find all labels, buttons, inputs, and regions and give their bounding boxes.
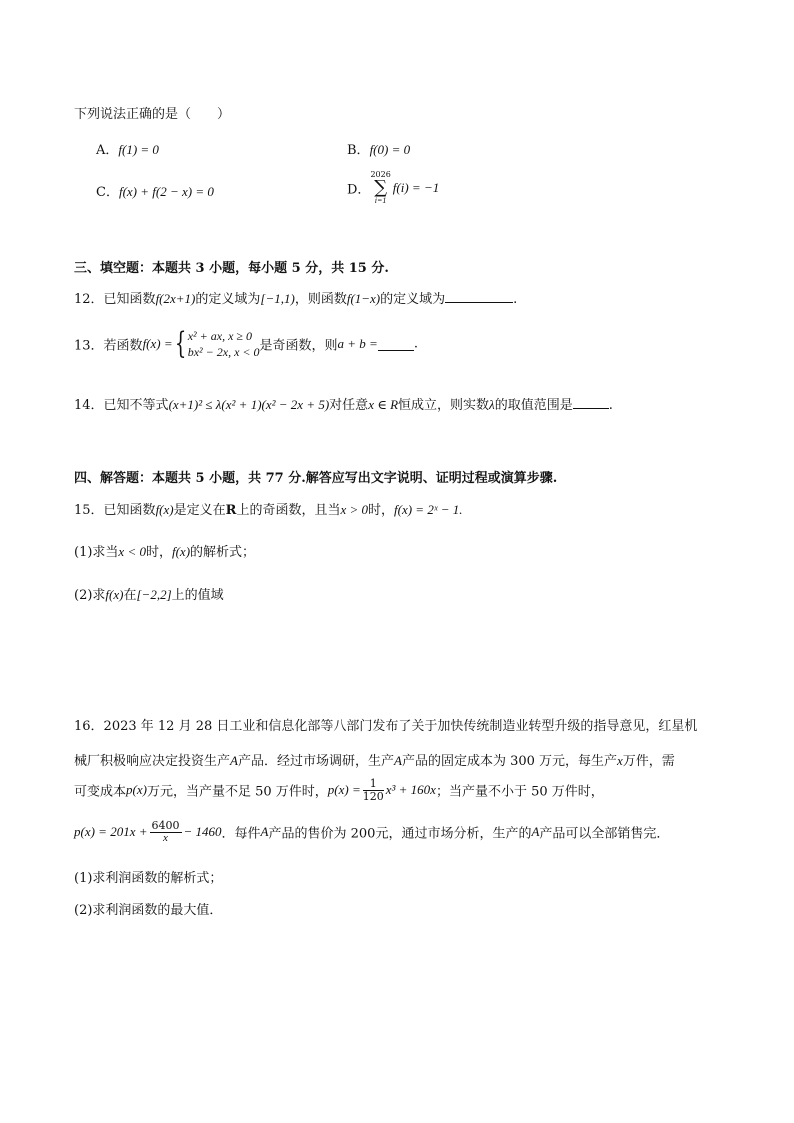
question-16-line-4: p(x) = 201x + $\frac{6400}{x}$ − 1460．每件A产品的售价为 200元，通过市场分析，生产的A产品可以全部销售完．	[74, 819, 670, 844]
fraction-6400-over-x: $\frac{6400}{x}$	[151, 819, 180, 844]
question-15-part-1: (1)求当x < 0时，f(x)的解析式；	[74, 544, 256, 560]
question-14: 14．已知不等式(x+1)² ≤ λ(x² + 1)(x² − 2x + 5)对任意x ∈ R恒成立，则实数λ的取值范围是 .	[74, 397, 613, 413]
question-prompt: 下列说法正确的是（ ）	[74, 107, 231, 122]
option-d[interactable]: D． 2026 ∑ i=1 f(i) = −1	[347, 170, 440, 205]
section-heading-fill-in: 三、填空题：本题共 3 小题，每小题 5 分，共 15 分.	[74, 261, 389, 276]
question-16-line-2: 械厂积极响应决定投资生产A产品．经过市场调研，生产A产品的固定成本为 300 万元，每生产x万件，需	[74, 753, 675, 769]
question-13: 13．若函数f(x) ={ x² + ax, x ≥ 0 bx² − 2x, x < 0 是奇函数，则a + b = .	[74, 326, 418, 362]
option-c[interactable]: C．f(x) + f(2 − x) = 0	[96, 184, 214, 200]
answer-blank-14[interactable]	[573, 396, 609, 409]
fraction-1-over-120: $\frac{1}{120}$	[362, 777, 384, 803]
question-16-part-2: (2)求利润函数的最大值．	[74, 903, 223, 918]
answer-blank-13[interactable]	[378, 338, 414, 351]
question-16-line-3: 可变成本p(x)万元，当产量不足 50 万件时，p(x) = $\frac{1}{120}$ x³ + 160x；当产量不小于 50 万件时，	[74, 777, 604, 803]
answer-blank-12[interactable]	[445, 290, 513, 303]
option-a[interactable]: A．f(1) = 0	[96, 142, 159, 158]
question-12: 12．已知函数f(2x+1)的定义域为[−1,1)，则函数f(1−x)的定义域为 .	[74, 291, 518, 307]
question-15: 15．已知函数f(x)是定义在R上的奇函数，且当x > 0时，f(x) = 2ˣ − 1.	[74, 502, 463, 518]
section-heading-solutions: 四、解答题：本题共 5 小题，共 77 分.解答应写出文字说明、证明过程或演算步骤.	[74, 471, 558, 486]
piecewise-cases: x² + ax, x ≥ 0 bx² − 2x, x < 0	[187, 329, 260, 360]
question-16-part-1: (1)求利润函数的解析式；	[74, 871, 223, 886]
question-16-line-1: 16．2023 年 12 月 28 日工业和信息化部等八部门发布了关于加快传统制造业转型升级的指导意见，红星机	[74, 719, 698, 734]
question-15-part-2: (2)求f(x)在[−2,2]上的值域	[74, 587, 224, 603]
summation-symbol: 2026 ∑ i=1	[370, 170, 391, 205]
piecewise-brace: {	[174, 326, 186, 362]
option-b[interactable]: B．f(0) = 0	[347, 142, 411, 158]
